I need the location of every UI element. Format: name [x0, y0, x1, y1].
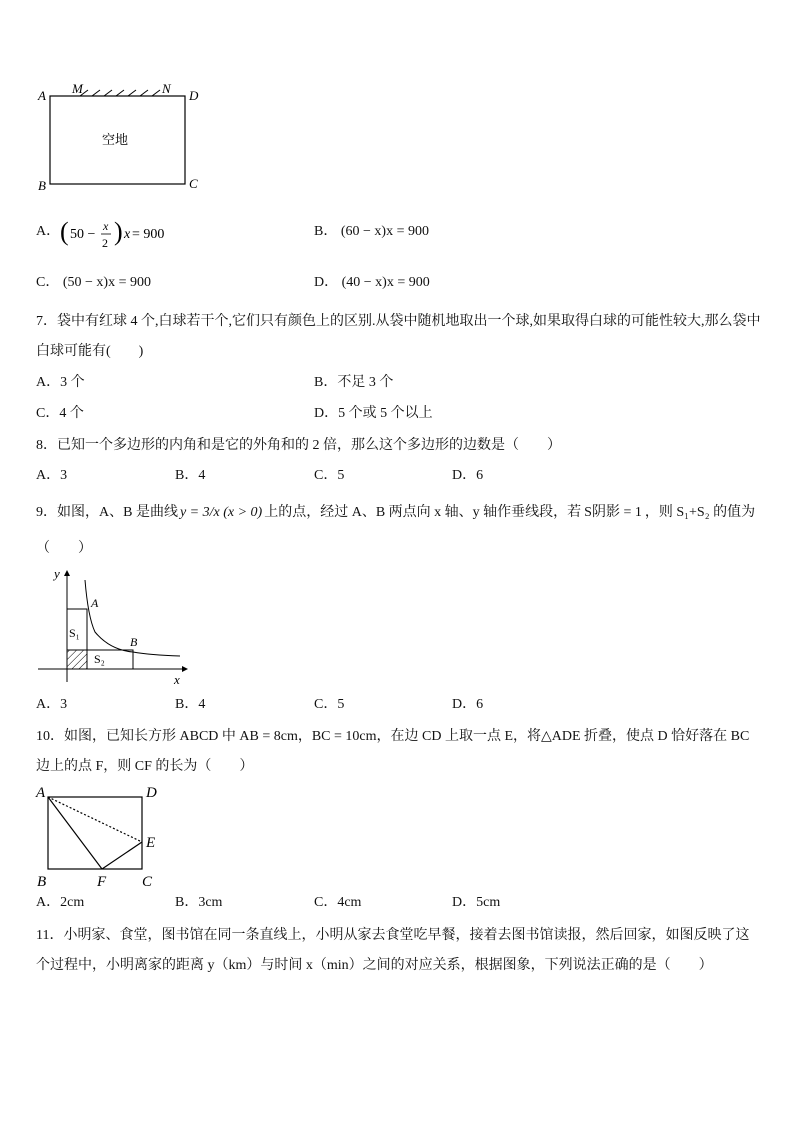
label-b: B [37, 874, 47, 890]
q10-option-a: A．2cm [36, 895, 85, 910]
q9-text-2: 上的点，经过 A、B 两点向 x 轴、y 轴作垂线段，若 [264, 505, 582, 520]
option-letter: B． [314, 224, 338, 239]
label-N: N [162, 81, 171, 96]
shaded-region [67, 650, 87, 669]
q10-line2: 边上的点 F，则 CF 的长为（ ） [36, 759, 254, 774]
q7-option-d: D．5 个或 5 个以上 [314, 406, 433, 421]
q6-option-b [314, 222, 429, 242]
svg-text:2: 2 [102, 236, 108, 250]
q8-option-a: A．3 [36, 468, 68, 483]
option-expr: (40 − x)x = 900 [341, 275, 430, 290]
q9-option-b: B．4 [175, 697, 206, 712]
q7-line1: 7．袋中有红球 4 个,白球若干个,它们只有颜色上的区别.从袋中随机地取出一个球,如果取得白球的可能性较大,那么袋中 [36, 314, 761, 329]
q8-option-d: D．6 [452, 468, 484, 483]
option-letter: C． [36, 275, 60, 290]
x-axis-arrow [182, 666, 188, 672]
q10-option-c: C．4cm [314, 895, 362, 910]
label-empty-lot: 空地 [102, 132, 129, 147]
wall-hatching [80, 90, 160, 96]
option-letter: D． [314, 275, 339, 290]
label-B: B [38, 178, 46, 193]
q7-option-c: C．4 个 [36, 406, 84, 421]
q9-option-a: A．3 [36, 697, 68, 712]
q9-line2: （ ） [36, 541, 92, 556]
q6-option-a [36, 222, 60, 242]
label-M: M [72, 81, 83, 96]
label-x: x [174, 672, 180, 687]
label-point-a: A [91, 596, 99, 610]
q10-option-b: B．3cm [175, 895, 223, 910]
option-expr: (50 − x)x = 900 [62, 275, 151, 290]
svg-text:50 −: 50 − [70, 227, 96, 242]
q9-stem [36, 503, 755, 523]
label-d: D [146, 785, 157, 801]
svg-text:): ) [114, 217, 123, 246]
q9-function: y = 3/x (x > 0) [179, 505, 263, 520]
q9-option-d: D．6 [452, 697, 484, 712]
label-f: F [97, 874, 107, 890]
q7-option-a: A．3 个 [36, 375, 85, 390]
q8-stem: 8．已知一个多边形的内角和是它的外角和的 2 倍，那么这个多边形的边数是（ ） [36, 438, 561, 453]
label-D: D [189, 88, 199, 103]
q6-option-a-expr [58, 212, 178, 256]
label-c: C [142, 874, 153, 890]
q10-option-d: D．5cm [452, 895, 501, 910]
svg-text:= 900: = 900 [132, 227, 165, 242]
label-s1: S₁ [69, 626, 80, 640]
q9-figure [30, 562, 200, 688]
segment-ae-dotted [48, 797, 142, 842]
label-point-b: B [130, 635, 138, 649]
label-y: y [54, 566, 60, 581]
q9-text-3: ，则 S₁+S₂ 的值为 [644, 505, 756, 520]
q10-line1: 10．如图，已知长方形 ABCD 中 AB = 8cm，BC = 10cm，在边 CD 上取一点 E，将△ADE 折叠，使点 D 恰好落在 BC [36, 729, 750, 744]
rectangle-abcd [48, 797, 142, 869]
q9-text-1: 9．如图，A、B 是曲线 [36, 505, 178, 520]
label-A: A [38, 88, 46, 103]
q6-option-c [36, 273, 151, 293]
label-s2: S₂ [94, 652, 105, 666]
q7-option-b: B．不足 3 个 [314, 375, 394, 390]
q8-option-b: B．4 [175, 468, 206, 483]
svg-text:x: x [103, 219, 109, 233]
svg-text:(: ( [60, 217, 69, 246]
q9-option-c: C．5 [314, 697, 345, 712]
q11-line2: 个过程中，小明离家的距离 y（km）与时间 x（min）之间的对应关系，根据图象，下列说法正确的是（ ） [36, 958, 713, 973]
label-e: E [146, 835, 156, 851]
q7-line2: 白球可能有( ) [36, 344, 144, 359]
q11-line1: 11．小明家、食堂，图书馆在同一条直线上，小明从家去食堂吃早餐，接着去图书馆读报，然后回家，如图反映了这 [36, 928, 750, 943]
option-expr: (60 − x)x = 900 [340, 224, 429, 239]
q6-figure [30, 80, 210, 195]
svg-text:x: x [124, 227, 131, 242]
option-letter: A． [36, 224, 61, 239]
segment-af [48, 797, 102, 869]
y-axis-arrow [64, 570, 70, 576]
label-C: C [189, 176, 198, 191]
label-a: A [36, 785, 46, 801]
q10-figure [30, 780, 170, 890]
segment-fe [102, 842, 142, 869]
q8-option-c: C．5 [314, 468, 345, 483]
q6-option-d [314, 273, 430, 293]
q9-condition: S阴影 = 1 [584, 505, 642, 520]
